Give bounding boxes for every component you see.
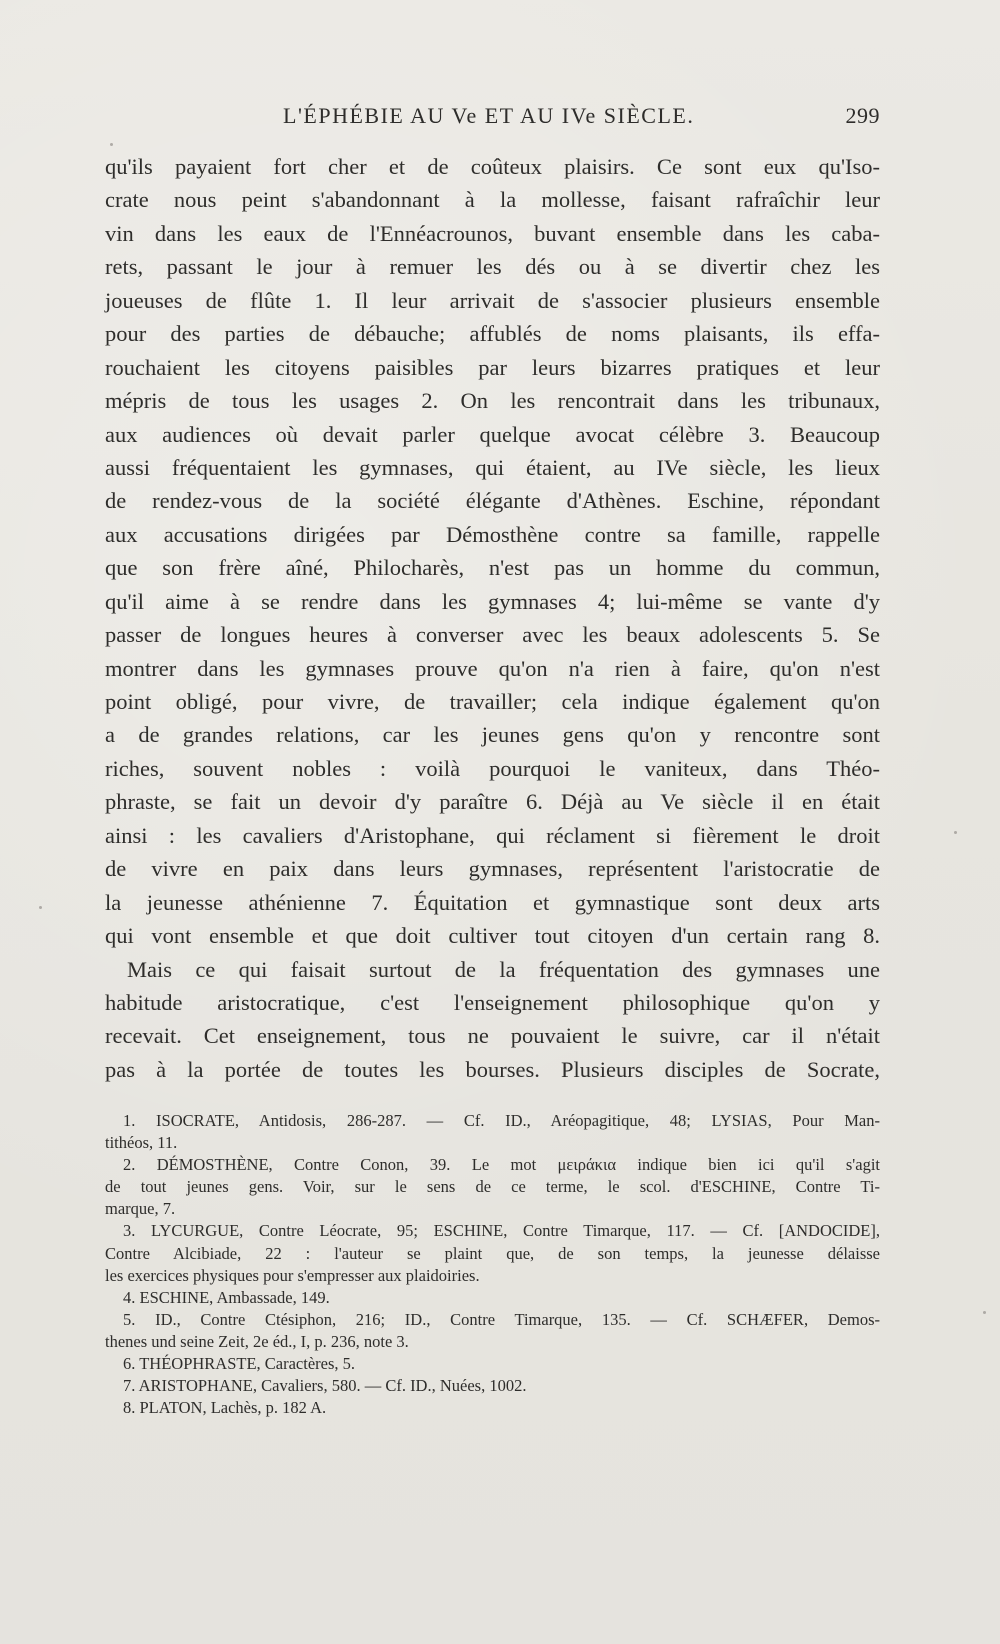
footnote-line: 1. ISOCRATE, Antidosis, 286-287. — Cf. ID., Aréopagitique, 48; LYSIAS, Pour Man- xyxy=(123,1111,880,1130)
footnote-line: 6. THÉOPHRASTE, Caractères, 5. xyxy=(123,1354,356,1374)
body-line: a de grandes relations, car les jeunes gens qu'on y rencontre sont xyxy=(105,722,880,748)
footnote-line: 7. ARISTOPHANE, Cavaliers, 580. — Cf. ID., Nuées, 1002. xyxy=(123,1376,527,1396)
body-line: phraste, se fait un devoir d'y paraître 6. Déjà au Ve siècle il en était xyxy=(105,789,880,815)
paper-speck xyxy=(110,143,113,146)
footnote-line: 8. PLATON, Lachès, p. 182 A. xyxy=(123,1398,327,1418)
body-line: que son frère aîné, Philocharès, n'est pas un homme du commun, xyxy=(105,555,880,581)
footnote-line: les exercices physiques pour s'empresser aux plaidoiries. xyxy=(105,1265,480,1285)
footnote-line: de tout jeunes gens. Voir, sur le sens de ce terme, le scol. d'ESCHINE, Contre Ti- xyxy=(105,1177,880,1197)
footnote-line: 5. ID., Contre Ctésiphon, 216; ID., Contre Timarque, 135. — Cf. SCHÆFER, Demos- xyxy=(123,1309,880,1329)
page-number: 299 xyxy=(845,103,880,128)
footnote-line: thenes und seine Zeit, 2e éd., I, p. 236, note 3. xyxy=(105,1331,409,1351)
main-text xyxy=(105,150,880,1086)
body-line: de rendez-vous de la société élégante d'Athènes. Eschine, répondant xyxy=(105,488,880,514)
body-line: mépris de tous les usages 2. On les rencontrait dans les tribunaux, xyxy=(105,388,880,414)
body-line: la jeunesse athénienne 7. Équitation et gymnastique sont deux arts xyxy=(105,889,880,915)
paper-speck xyxy=(39,906,42,909)
body-line: qui vont ensemble et que doit cultiver tout citoyen d'un certain rang 8. xyxy=(105,923,880,949)
body-line: qu'ils payaient fort cher et de coûteux plaisirs. Ce sont eux qu'Iso- xyxy=(105,154,880,179)
footnote-line: 4. ESCHINE, Ambassade, 149. xyxy=(123,1287,330,1307)
body-line: passer de longues heures à converser avec les beaux adolescents 5. Se xyxy=(105,622,880,648)
running-title: L'ÉPHÉBIE AU Ve ET AU IVe SIÈCLE. xyxy=(283,103,695,128)
paper-speck xyxy=(954,831,957,834)
body-line: pour des parties de débauche; affublés de noms plaisants, ils effa- xyxy=(105,321,880,347)
footnote-line: Contre Alcibiade, 22 : l'auteur se plaint que, de son temps, la jeunesse délaisse xyxy=(105,1243,880,1263)
body-line: Mais ce qui faisait surtout de la fréquentation des gymnases une xyxy=(127,956,880,982)
body-line: qu'il aime à se rendre dans les gymnases 4; lui-même se vante d'y xyxy=(105,588,880,614)
page-header xyxy=(105,103,880,137)
body-line: aux audiences où devait parler quelque avocat célèbre 3. Beaucoup xyxy=(105,421,880,447)
body-line: ainsi : les cavaliers d'Aristophane, qui réclament si fièrement le droit xyxy=(105,822,880,848)
paper-speck xyxy=(983,1311,986,1314)
body-line: crate nous peint s'abandonnant à la mollesse, faisant rafraîchir leur xyxy=(105,187,880,213)
body-line: aussi fréquentaient les gymnases, qui étaient, au IVe siècle, les lieux xyxy=(105,454,880,480)
footnote-line: tithéos, 11. xyxy=(105,1133,178,1153)
footnotes xyxy=(105,1110,880,1419)
body-line: rouchaient les citoyens paisibles par leurs bizarres pratiques et leur xyxy=(105,354,880,380)
body-line: montrer dans les gymnases prouve qu'on n'a rien à faire, qu'on n'est xyxy=(105,655,880,681)
body-line: point obligé, pour vivre, de travailler; cela indique également qu'on xyxy=(105,689,880,714)
body-line: habitude aristocratique, c'est l'enseignement philosophique qu'on y xyxy=(105,989,880,1015)
footnote-line: 2. DÉMOSTHÈNE, Contre Conon, 39. Le mot μειράκια indique bien ici qu'il s'agit xyxy=(123,1155,880,1175)
footnote-line: 3. LYCURGUE, Contre Léocrate, 95; ESCHINE, Contre Timarque, 117. — Cf. [ANDOCIDE], xyxy=(123,1221,880,1241)
body-line: rets, passant le jour à remuer les dés ou à se divertir chez les xyxy=(105,254,880,280)
body-line: aux accusations dirigées par Démosthène contre sa famille, rappelle xyxy=(105,521,880,547)
body-line: recevait. Cet enseignement, tous ne pouvaient le suivre, car il n'était xyxy=(105,1023,880,1049)
body-line: pas à la portée de toutes les bourses. Plusieurs disciples de Socrate, xyxy=(105,1056,880,1082)
body-line: de vivre en paix dans leurs gymnases, représentent l'aristocratie de xyxy=(105,856,880,882)
body-line: joueuses de flûte 1. Il leur arrivait de s'associer plusieurs ensemble xyxy=(105,287,880,313)
body-line: riches, souvent nobles : voilà pourquoi le vaniteux, dans Théo- xyxy=(105,755,880,781)
body-line: vin dans les eaux de l'Ennéacrounos, buvant ensemble dans les caba- xyxy=(105,220,880,246)
footnote-line: marque, 7. xyxy=(105,1199,176,1219)
